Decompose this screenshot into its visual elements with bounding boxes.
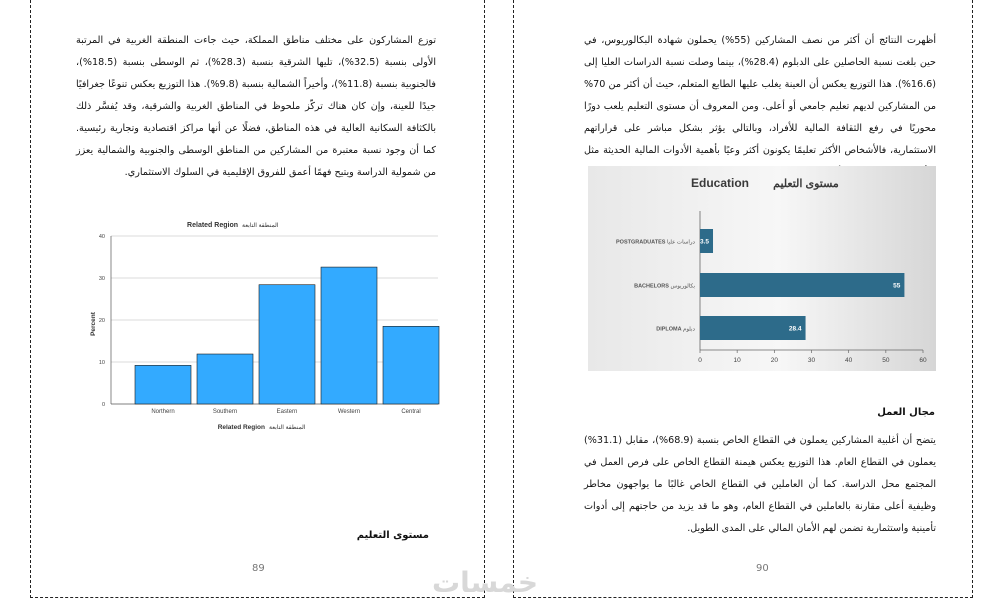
work-field-heading: مجال العمل — [877, 407, 935, 418]
page-number-89: 89 — [252, 563, 265, 574]
chart2-xtick-label: 50 — [882, 357, 890, 364]
region-paragraph: توزع المشاركون على مختلف مناطق المملكة، حيث جاءت المنطقة الغربية في المرتبة الأولى بنسبة (32.5%)، تليها الشرقية بنسبة (28.3%)، ثم الوسطى بنسبة (18.5%)، فالجنوبية بنسبة (11.8%)، وأخيراً الشمالية بنسبة (9.8%). هذا التوزيع يعكس تنوعًا جغرافيًا جيدًا للعينة، وإن كان هناك تركّز ملحوظ في المناطق الغربية والشرقية، وقد يُفسَّر ذلك بالكثافة السكانية العالية في هذه المناطق، فضلًا عن أنها مراكز اقتصادية وتجارية رئيسية. كما أن وجود نسبة معتبرة من المشاركين من المناطق الوسطى والجنوبية والشمالية يعزز من شمولية الدراسة ويتيح فهمًا أعمق للفروق الإقليمية في السلوك الاستثماري. — [76, 35, 436, 178]
chart2-xtick-label: 30 — [807, 357, 816, 364]
chart2-xtick-label: 20 — [770, 357, 778, 364]
chart1-xtick-label: Southern — [212, 409, 238, 415]
work-field-paragraph: يتضح أن أغلبية المشاركين يعملون في القطاع الخاص بنسبة (68.9%)، مقابل (31.1%) يعملون في القطاع العام. هذا التوزيع يعكس هيمنة القطاع الخاص على فرص العمل في المجتمع محل الدراسة. كما أن العاملين في القطاع الخاص غالبًا ما يواجهون مخاطر وظيفية أعلى مقارنة بالعاملين في القطاع العام، وهو ما قد يزيد من حاجتهم إلى أدوات تأمينية واستثمارية تضمن لهم الأمان المالي على المدى الطويل. — [584, 435, 936, 534]
chart1-bar-western — [321, 267, 377, 404]
chart1-bar-eastern — [259, 285, 315, 404]
chart2-bar-bachelors — [700, 273, 904, 297]
chart1-xtick-label: Northern — [151, 409, 175, 415]
chart2-value-label: 55 — [893, 282, 901, 290]
chart2-title-ar: مستوى التعليم — [773, 178, 839, 190]
chart2-category-label: DIPLOMA دبلوم — [656, 326, 695, 333]
education-heading: مستوى التعليم — [356, 530, 429, 541]
chart1-xtick-label: Eastern — [276, 409, 298, 415]
chart2-value-label: 28.4 — [788, 325, 802, 333]
page-89 — [30, 0, 485, 598]
chart1-ytick-label: 0 — [101, 402, 105, 408]
chart2-xtick-label: 0 — [698, 357, 702, 364]
page-90 — [513, 0, 973, 598]
chart2-category-label: POSTGRADUATES دراسات عليا — [616, 239, 695, 246]
chart2-xtick-label: 60 — [919, 357, 927, 364]
chart1-ytick-label: 30 — [98, 276, 105, 282]
chart1-xlabel: Related Region — [217, 424, 265, 431]
chart1-bar-central — [383, 326, 439, 404]
chart2-value-label: 3.5 — [699, 238, 710, 246]
education-bar-chart — [588, 166, 936, 371]
chart1-ytick-label: 10 — [98, 360, 105, 366]
chart1-xtick-label: Western — [337, 409, 361, 415]
chart1-bar-southern — [197, 354, 253, 404]
chart1-bar-northern — [135, 365, 191, 404]
education-paragraph: أظهرت النتائج أن أكثر من نصف المشاركين (55%) يحملون شهادة البكالوريوس، في حين بلغت نسبة الحاصلين على الدبلوم (28.4%)، بينما وصلت نسبة الدراسات العليا إلى (16.6%). هذا التوزيع يعكس أن العينة يغلب عليها الطابع المتعلم، حيث أن أكثر من 70% من المشاركين لديهم تعليم جامعي أو أعلى. ومن المعروف أن مستوى التعليم يلعب دورًا محوريًا في رفع الثقافة المالية للأفراد، وبالتالي يؤثر بشكل مباشر على قراراتهم الاستثمارية، فالأشخاص الأكثر تعليمًا يكونون أكثر وعيًا بأهمية الأدوات المالية الحديثة مثل — [584, 35, 937, 156]
chart1-title: Related Region — [187, 222, 238, 229]
region-bar-chart — [53, 210, 453, 440]
chart2-xtick-label: 40 — [845, 357, 853, 364]
chart1-ylabel: Percent — [90, 312, 97, 336]
chart2-xtick-label: 10 — [733, 357, 741, 364]
chart1-title-ar: المنطقة التابعة — [242, 223, 279, 229]
watermark-logo: خمسات — [432, 566, 539, 599]
chart2-category-label: BACHELORS بكالوريوس — [634, 283, 695, 290]
page-number-90: 90 — [756, 563, 769, 574]
chart2-title: Education — [690, 176, 750, 190]
chart1-ytick-label: 20 — [98, 318, 105, 324]
chart1-xtick-label: Central — [401, 409, 421, 415]
chart1-xlabel-ar: المنطقة التابعة — [269, 425, 306, 431]
chart1-ytick-label: 40 — [98, 234, 105, 240]
